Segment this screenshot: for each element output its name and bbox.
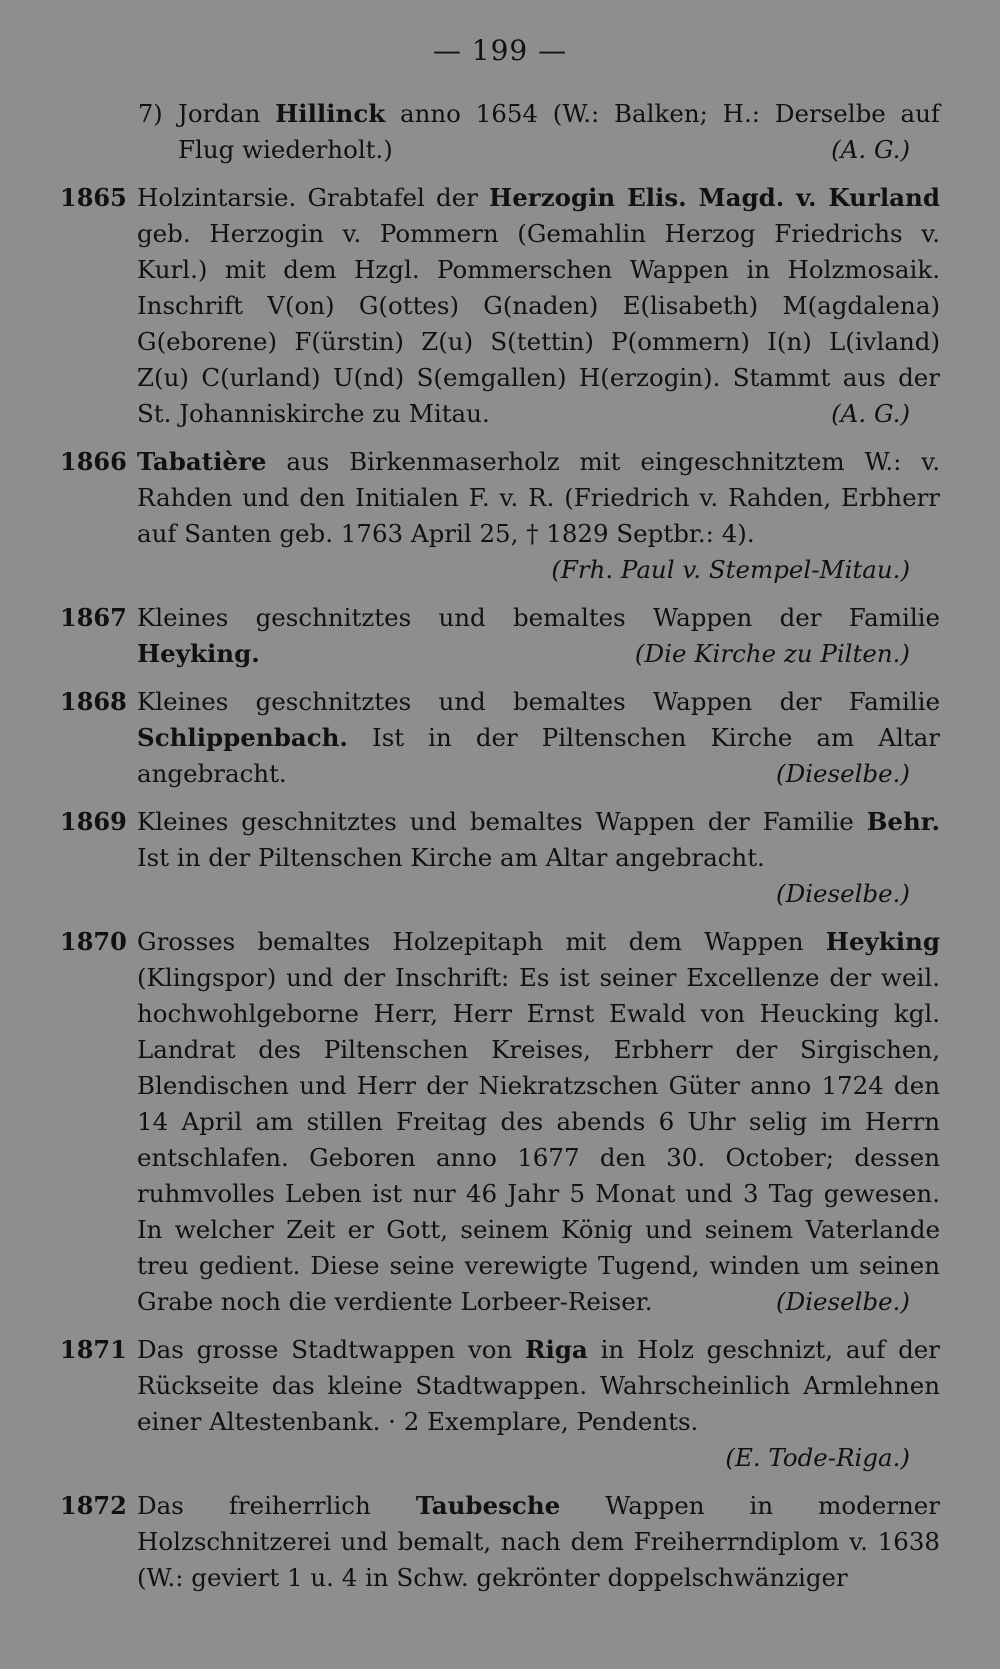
entry-source: (Dieselbe.): [776, 1287, 910, 1316]
entry-text-segment: in Holz geschnizt, auf der Rückseite das kleine Stadtwappen. Wahrscheinlich Armlehnen einer Altestenbank. · 2 Exemplare, Pendents.: [137, 1335, 940, 1436]
entry-text-segment: Kleines geschnitztes und bemaltes Wappen der Familie: [137, 687, 940, 716]
entry-text-segment: Das grosse Stadtwappen von: [137, 1335, 526, 1364]
entry-text-segment: Kleines geschnitztes und bemaltes Wappen der Familie: [137, 807, 867, 836]
entry-number: 1866: [60, 447, 127, 476]
entry-text-segment: Kleines geschnitztes und bemaltes Wappen der Familie: [137, 603, 940, 632]
entry-bold-name: Taubesche: [415, 1491, 561, 1520]
entry-text-segment: Das freiherrlich: [137, 1491, 416, 1520]
entry-text: [137, 600, 940, 672]
entry-number: 1868: [60, 687, 127, 716]
entry-bold-name: Tabatière: [137, 447, 267, 476]
entry-text: [137, 1488, 940, 1596]
page-number: — 199 —: [432, 34, 568, 67]
entry-bold-name: Riga: [525, 1335, 588, 1364]
catalog-entry: [60, 180, 940, 432]
entry-text-segment: Ist in der Piltenschen Kirche am Altar angebracht.: [137, 723, 940, 788]
entry-text-segment: Jordan: [178, 99, 276, 128]
entry-text: [137, 684, 940, 792]
catalog-entry: [60, 804, 940, 912]
entry-source: (A. G.): [831, 135, 910, 164]
entry-number: 1869: [60, 807, 127, 836]
catalog-entry: [60, 924, 940, 1320]
catalog-entry: [60, 1332, 940, 1476]
entry-source: (Dieselbe.): [776, 759, 910, 788]
entry-text-segment: aus Birkenmaserholz mit eingeschnitztem W.: v. Rahden und den Initialen F. v. R. (Friedrich v. Rahden, Erbherr auf Santen geb. 1763 April 25, † 1829 Septbr.: 4).: [137, 447, 940, 548]
entry-text-segment: Wappen in moderner Holzschnitzerei und bemalt, nach dem Freiherrndiplom v. 1638 (W.: geviert 1 u. 4 in Schw. gekrönter doppelschwänziger: [137, 1491, 940, 1592]
entry-text-segment: Grosses bemaltes Holzepitaph mit dem Wappen: [137, 927, 826, 956]
catalog-entry: [60, 96, 940, 168]
entry-text-segment: anno 1654 (W.: Balken; H.: Derselbe auf Flug wiederholt.): [178, 99, 940, 164]
entry-source: (Dieselbe.): [776, 879, 910, 908]
entry-bold-name: Schlippenbach.: [137, 723, 348, 752]
entry-text-segment: (Klingspor) und der Inschrift: Es ist seiner Excellenze der weil. hochwohlgeborne Herr, Herr Ernst Ewald von Heucking kgl. Landrat des Piltenschen Kreises, Erbherr der Sirgischen, Blendischen und Herr der Niekratzschen Güter anno 1724 den 14 April am stillen Freitag des abends 6 Uhr selig im Herrn entschlafen. Geboren anno 1677 den 30. October; dessen ruhmvolles Leben ist nur 46 Jahr 5 Monat und 3 Tag gewesen. In welcher Zeit er Gott, seinem König und seinem Vaterlande treu gedient. Diese seine verewigte Tugend, winden um seinen Grabe noch die verdiente Lorbeer-Reiser.: [137, 963, 940, 1316]
catalog-entry: [60, 1488, 940, 1596]
entry-number: 1871: [60, 1335, 127, 1364]
entry-text: [137, 180, 940, 432]
entry-source: (Die Kirche zu Pilten.): [634, 639, 910, 668]
entry-text: [137, 804, 940, 912]
entry-text-segment: Ist in der Piltenschen Kirche am Altar angebracht.: [137, 843, 765, 872]
entry-bold-name: Hillinck: [275, 99, 386, 128]
entry-number: 7): [138, 100, 163, 128]
entry-text: [137, 1332, 940, 1476]
entry-source: (Frh. Paul v. Stempel-Mitau.): [551, 555, 910, 584]
entry-text: [137, 924, 940, 1320]
entry-source: (A. G.): [831, 399, 910, 428]
catalog-entry: [60, 600, 940, 672]
entry-text: [137, 444, 940, 588]
entry-bold-name: Heyking.: [137, 639, 260, 668]
entry-source: (E. Tode-Riga.): [725, 1443, 910, 1472]
entry-number: 1872: [60, 1491, 127, 1520]
entry-text-segment: Holzintarsie. Grabtafel der: [137, 183, 490, 212]
entry-text: [178, 96, 940, 168]
catalog-entry: [60, 444, 940, 588]
entry-number: 1865: [60, 183, 127, 212]
catalog-entry: [60, 684, 940, 792]
entry-list: [60, 96, 940, 1608]
entry-text-segment: geb. Herzogin v. Pommern (Gemahlin Herzog Friedrichs v. Kurl.) mit dem Hzgl. Pommerschen Wappen in Holzmosaik. Inschrift V(on) G(ottes) G(naden) E(lisabeth) M(agdalena) G(eborene) F(ürstin) Z(u) S(tettin) P(ommern) I(n) L(ivland) Z(u) C(urland) U(nd) S(emgallen) H(erzogin). Stammt aus der St. Johanniskirche zu Mitau.: [137, 219, 940, 428]
entry-number: 1870: [60, 927, 127, 956]
entry-number: 1867: [60, 603, 127, 632]
entry-bold-name: Behr.: [866, 807, 940, 836]
entry-bold-name: Heyking: [825, 927, 940, 956]
entry-bold-name: Herzogin Elis. Magd. v. Kurland: [489, 183, 940, 212]
